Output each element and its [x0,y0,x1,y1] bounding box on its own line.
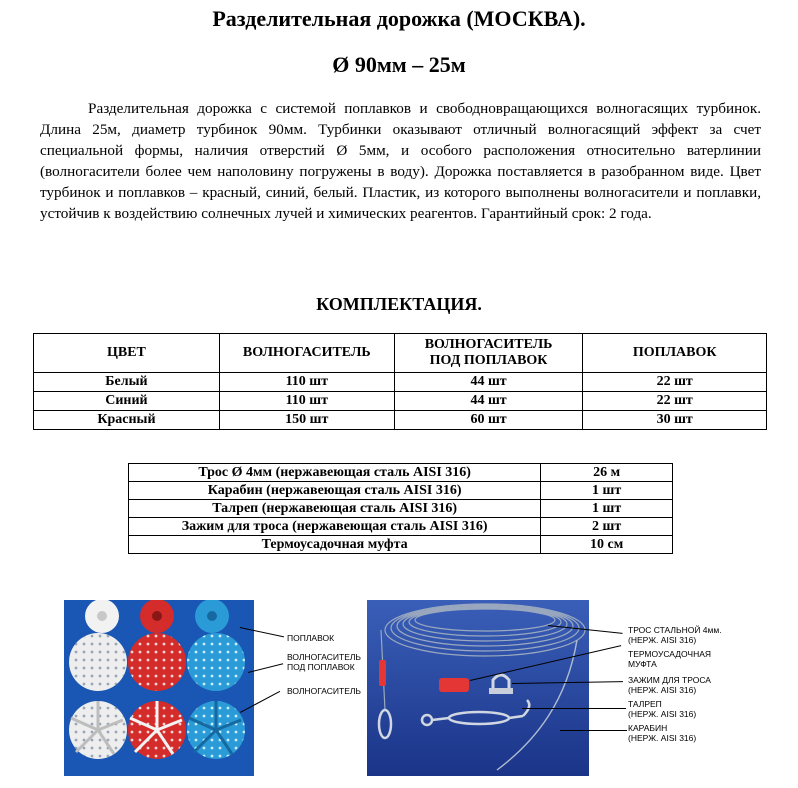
cable-label: ТРОС СТАЛЬНОЙ 4мм. (НЕРЖ. AISI 316) [628,625,722,645]
table-row [129,482,673,500]
table-cell: 2 шт [541,518,673,536]
table-row [129,536,673,554]
red-damper-under-float [128,633,186,691]
header-cell: ВОЛНОГАСИТЕЛЬ [219,334,394,373]
table-cell: Термоусадочная муфта [129,536,541,554]
white-damper-under-float [69,633,127,691]
page-title: Разделительная дорожка (МОСКВА). [212,6,586,31]
table-cell: 26 м [541,464,673,482]
table-cell: 150 шт [219,411,394,430]
floats-photo [64,600,254,776]
table-cell: Белый [34,373,220,392]
table-cell: 110 шт [219,392,394,411]
heat-shrink-sleeve [439,678,469,692]
table-cell: Красный [34,411,220,430]
table-cell: 1 шт [541,482,673,500]
table-cell: 1 шт [541,500,673,518]
floats-illustration [64,600,254,776]
kit-table [33,333,767,430]
table-row [34,373,767,392]
table-cell: Зажим для троса (нержавеющая сталь AISI 316) [129,518,541,536]
carabiner-label: КАРАБИН (НЕРЖ. AISI 316) [628,723,697,743]
table-cell: Трос Ø 4мм (нержавеющая сталь AISI 316) [129,464,541,482]
blue-float [195,600,229,633]
table-cell: 22 шт [583,392,767,411]
table-cell: 60 шт [394,411,583,430]
table-cell: 30 шт [583,411,767,430]
header-cell: ПОПЛАВОК [583,334,767,373]
table-cell: Талреп (нержавеющая сталь AISI 316) [129,500,541,518]
kit-table-header [34,334,767,373]
table-cell: 44 шт [394,373,583,392]
blue-damper [187,701,245,759]
kit-heading: КОМПЛЕКТАЦИЯ. [316,294,482,314]
red-float [140,600,174,633]
float-label: ПОПЛАВОК [287,633,335,643]
table-row [129,518,673,536]
carabiner-leader-line [560,730,627,731]
table-cell: Синий [34,392,220,411]
clamp-label: ЗАЖИМ ДЛЯ ТРОСА (НЕРЖ. AISI 316) [628,675,711,695]
turnbuckle-leader-line [522,708,626,709]
turnbuckle-label: ТАЛРЕП (НЕРЖ. AISI 316) [628,699,697,719]
header-cell: ЦВЕТ [34,334,220,373]
damper-label: ВОЛНОГАСИТЕЛЬ [287,686,362,696]
table-row [129,500,673,518]
blue-damper-under-float [187,633,245,691]
table-row [34,392,767,411]
table-cell: 22 шт [583,373,767,392]
red-damper [128,701,186,759]
description-paragraph: Разделительная дорожка с системой поплавков и свободновращающихся волногасящих турбинок. Длина 25м, диаметр турбинок 90мм. Турбинки оказывают отличный волногасящий эффект за счет специальной формы, наличия отверстий Ø 5мм, и особого расположения относительно ватерлинии (волногасители более чем наполовину погружены в воду). Дорожка поставляется в разобранном виде. Цвет турбинок и поплавков – красный, синий, белый. Пластик, из которого выполнены волногасители и поплавки, устойчив к воздействию солнечных лучей и химических реагентов. Гарантийный срок: 2 года. [40,100,761,222]
table-cell: 10 см [541,536,673,554]
sleeve-on-cable [379,660,386,686]
page-subtitle: Ø 90мм – 25м [332,52,466,77]
white-damper [69,701,127,759]
white-float [85,600,119,633]
table-cell: 110 шт [219,373,394,392]
parts-table [128,463,673,554]
damper-under-float-label: ВОЛНОГАСИТЕЛЬ ПОД ПОПЛАВОК [287,652,362,672]
table-row [34,411,767,430]
table-cell: 44 шт [394,392,583,411]
table-cell: Карабин (нержавеющая сталь AISI 316) [129,482,541,500]
sleeve-label: ТЕРМОУСАДОЧНАЯ МУФТА [628,649,712,669]
header-cell: ВОЛНОГАСИТЕЛЬ ПОД ПОПЛАВОК [394,334,583,373]
table-row [129,464,673,482]
